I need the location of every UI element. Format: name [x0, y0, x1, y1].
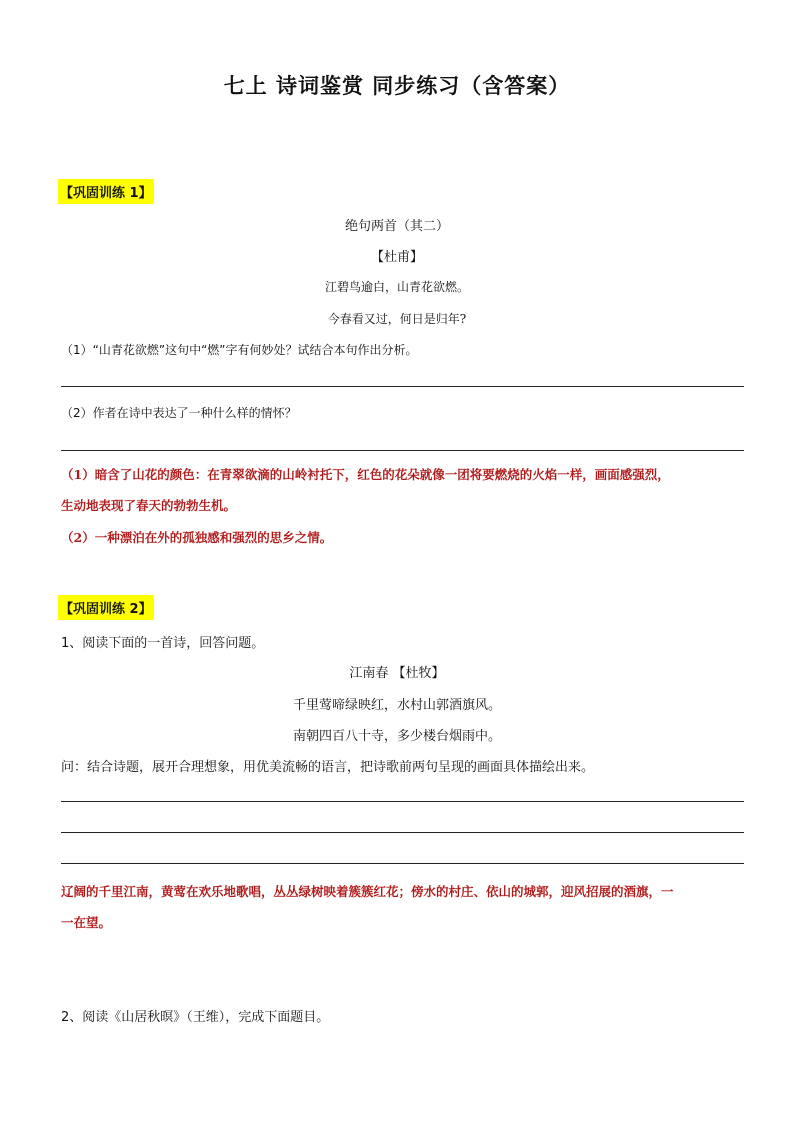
- poem-author-1: 【杜甫】: [370, 250, 423, 265]
- reading-intro-2: 2、阅读《山居秋暝》（王维），完成下面题目。: [61, 1010, 330, 1025]
- answer-2: （2）一种漂泊在外的孤独感和强烈的思乡之情。: [61, 530, 333, 545]
- section-tag-2: 【巩固训练 2】: [58, 595, 154, 620]
- poem-line-2: 南朝四百八十寺，多少楼台烟雨中。: [292, 729, 501, 744]
- section-tag-1: 【巩固训练 1】: [58, 179, 154, 204]
- poem-line-1: 千里莺啼绿映红，水村山郭酒旗风。: [292, 698, 501, 713]
- reading-intro-1: 1、阅读下面的一首诗，回答问题。: [61, 636, 265, 651]
- poem-line-2: 今春看又过，何日是归年?: [327, 312, 467, 326]
- poem-line-1: 江碧鸟逾白，山青花欲燃。: [324, 280, 469, 294]
- page-title: 七上 诗词鉴赏 同步练习（含答案）: [223, 73, 571, 98]
- answer-line: [61, 801, 744, 802]
- answer-line: [61, 450, 744, 451]
- answer-1-line-2: 生动地表现了春天的勃勃生机。: [61, 498, 237, 513]
- answer-1-line-1: （1）暗含了山花的颜色：在青翠欲滴的山岭衬托下，红色的花朵就像一团将要燃烧的火焰一样，画面感强烈，: [61, 467, 670, 482]
- answer-3-line-1: 辽阔的千里江南，黄莺在欢乐地歌唱，丛丛绿树映着簇簇红花；傍水的村庄、依山的城郭，迎风招展的酒旗，一: [61, 884, 674, 899]
- poem-title-2: 江南春 【杜牧】: [349, 666, 445, 681]
- poem-title-1: 绝句两首（其二）: [344, 219, 449, 234]
- question-2: （2）作者在诗中表达了一种什么样的情怀？: [61, 406, 297, 420]
- answer-line: [61, 863, 744, 864]
- answer-3-line-2: 一在望。: [61, 915, 112, 930]
- question-3: 问：结合诗题，展开合理想象，用优美流畅的语言，把诗歌前两句呈现的画面具体描绘出来。: [61, 760, 595, 775]
- question-1: （1）“山青花欲燃”这句中“燃”字有何妙处？试结合本句作出分析。: [61, 343, 418, 357]
- answer-line: [61, 832, 744, 833]
- answer-line: [61, 386, 744, 387]
